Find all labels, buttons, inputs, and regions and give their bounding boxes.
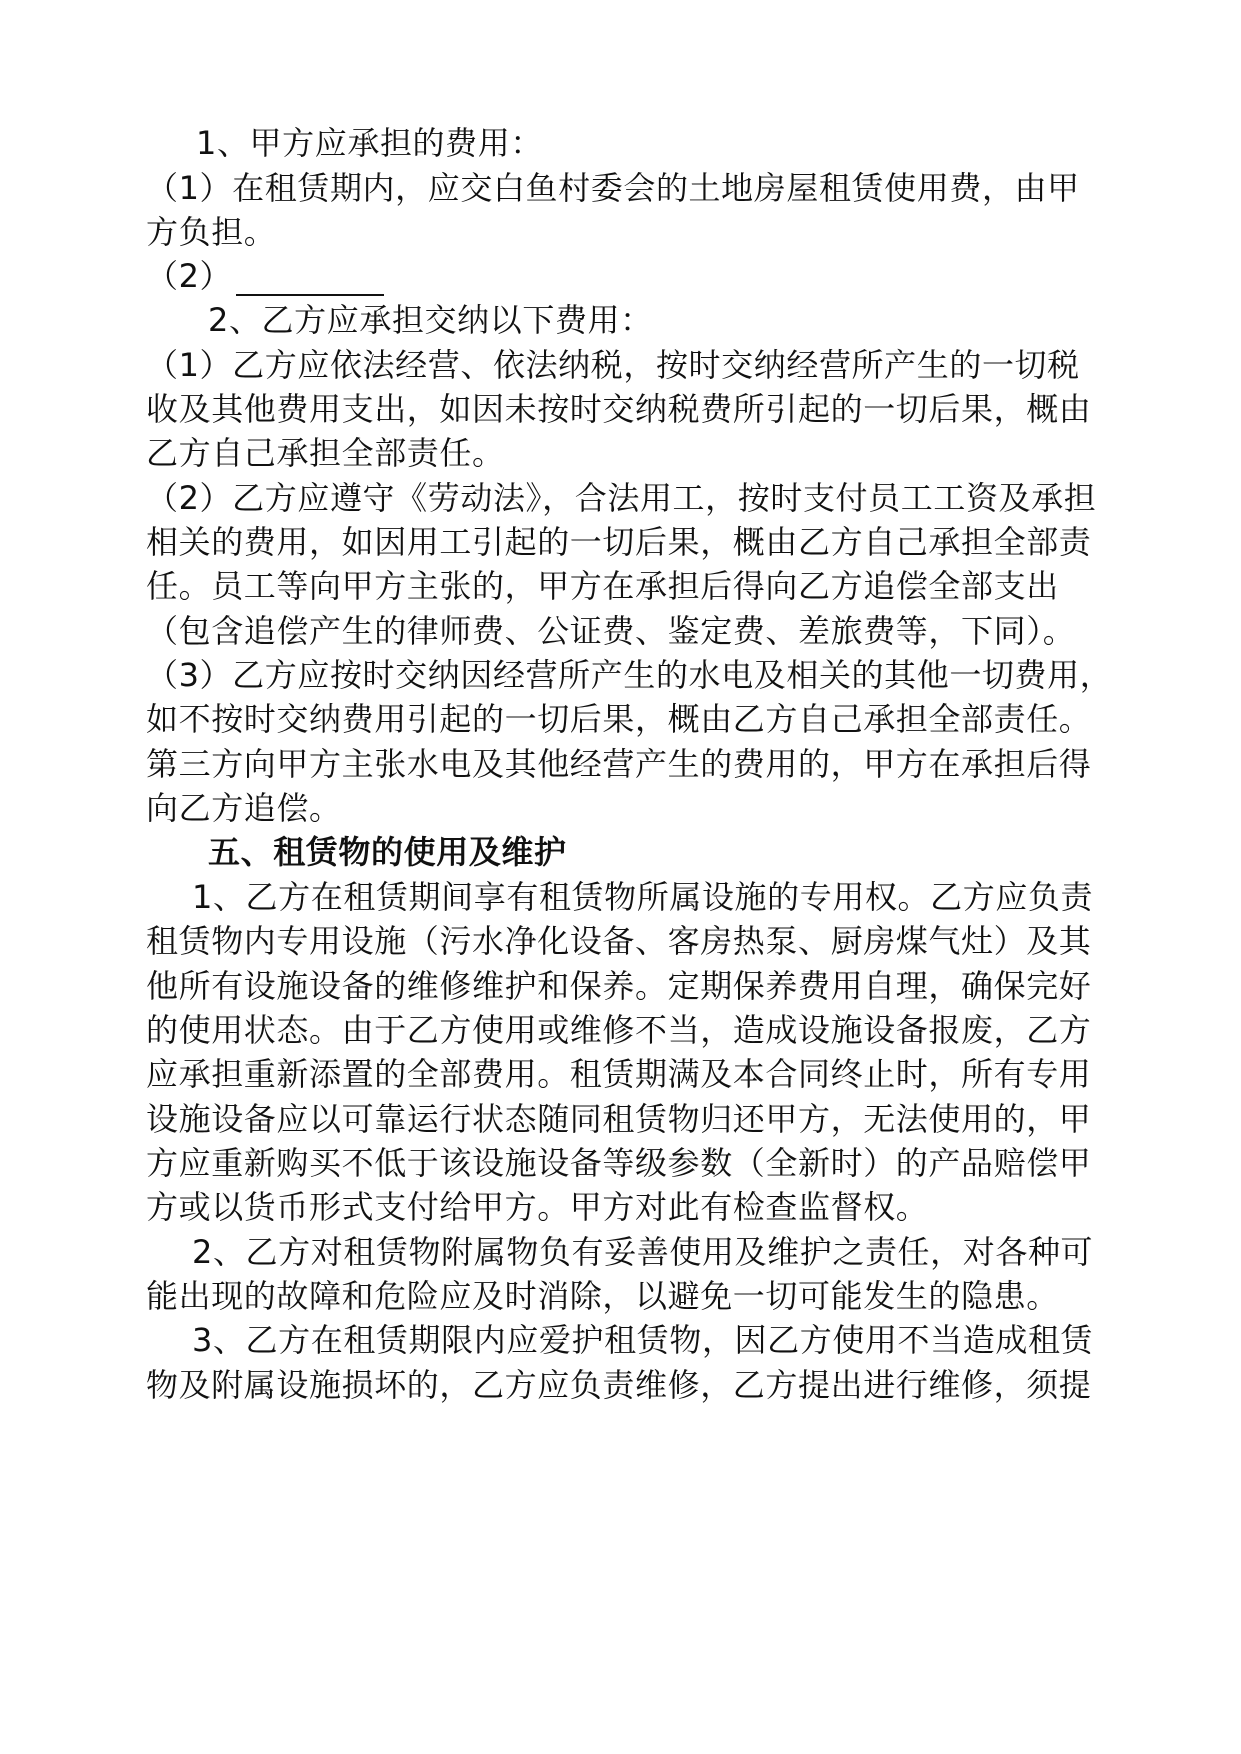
clause-5-1-line-4: 的使用状态。由于乙方使用或维修不当，造成设施设备报废，乙方	[146, 1011, 1092, 1049]
clause-4-2-3-line-2: 如不按时交纳费用引起的一切后果，概由乙方自己承担全部责任。	[146, 700, 1092, 738]
clause-5-1-line-6: 设施设备应以可靠运行状态随同租赁物归还甲方，无法使用的，甲	[146, 1100, 1092, 1138]
section-5-heading: 五、租赁物的使用及维护	[208, 833, 567, 871]
clause-4-1-2	[146, 256, 384, 296]
clause-4-2-1-line-3: 乙方自己承担全部责任。	[146, 434, 505, 472]
clause-4-2-2-line-3: 任。员工等向甲方主张的，甲方在承担后得向乙方追偿全部支出	[146, 567, 1059, 605]
fill-in-blank	[236, 260, 384, 296]
clause-4-2-2-line-2: 相关的费用，如因用工引起的一切后果，概由乙方自己承担全部责	[146, 523, 1092, 561]
clause-4-2-1-line-1: （1）乙方应依法经营、依法纳税，按时交纳经营所产生的一切税	[146, 346, 1080, 384]
clause-5-2-line-1: 2、乙方对租赁物附属物负有妥善使用及维护之责任，对各种可	[192, 1233, 1094, 1271]
clause-5-3-line-1: 3、乙方在租赁期限内应爱护租赁物，因乙方使用不当造成租赁	[192, 1321, 1094, 1359]
clause-4-1-heading: 1、甲方应承担的费用：	[196, 124, 543, 162]
clause-5-1-line-3: 他所有设施设备的维修维护和保养。定期保养费用自理，确保完好	[146, 967, 1092, 1005]
clause-4-2-3-line-1: （3）乙方应按时交纳因经营所产生的水电及相关的其他一切费用，	[146, 656, 1113, 694]
clause-4-1-1-line-2: 方负担。	[146, 213, 277, 251]
clause-5-3-line-2: 物及附属设施损坏的，乙方应负责维修，乙方提出进行维修，须提	[146, 1366, 1092, 1404]
clause-4-2-heading: 2、乙方应承担交纳以下费用：	[208, 301, 653, 339]
clause-5-1-line-1: 1、乙方在租赁期间享有租赁物所属设施的专用权。乙方应负责	[192, 878, 1094, 916]
clause-5-2-line-2: 能出现的故障和危险应及时消除，以避免一切可能发生的隐患。	[146, 1277, 1059, 1315]
clause-4-1-2-label: （2）	[146, 257, 233, 295]
clause-5-1-line-8: 方或以货币形式支付给甲方。甲方对此有检查监督权。	[146, 1188, 929, 1226]
clause-4-2-3-line-4: 向乙方追偿。	[146, 789, 342, 827]
clause-4-2-2-line-1: （2）乙方应遵守《劳动法》，合法用工，按时支付员工工资及承担	[146, 479, 1097, 517]
clause-5-1-line-2: 租赁物内专用设施（污水净化设备、客房热泵、厨房煤气灶）及其	[146, 922, 1092, 960]
clause-4-1-1-line-1: （1）在租赁期内，应交白鱼村委会的土地房屋租赁使用费，由甲	[146, 169, 1080, 207]
clause-4-2-1-line-2: 收及其他费用支出，如因未按时交纳税费所引起的一切后果，概由	[146, 390, 1092, 428]
clause-4-2-3-line-3: 第三方向甲方主张水电及其他经营产生的费用的，甲方在承担后得	[146, 745, 1092, 783]
clause-5-1-line-7: 方应重新购买不低于该设施设备等级参数（全新时）的产品赔偿甲	[146, 1144, 1092, 1182]
clause-4-2-2-line-4: （包含追偿产生的律师费、公证费、鉴定费、差旅费等，下同）。	[146, 612, 1076, 650]
clause-5-1-line-5: 应承担重新添置的全部费用。租赁期满及本合同终止时，所有专用	[146, 1055, 1092, 1093]
